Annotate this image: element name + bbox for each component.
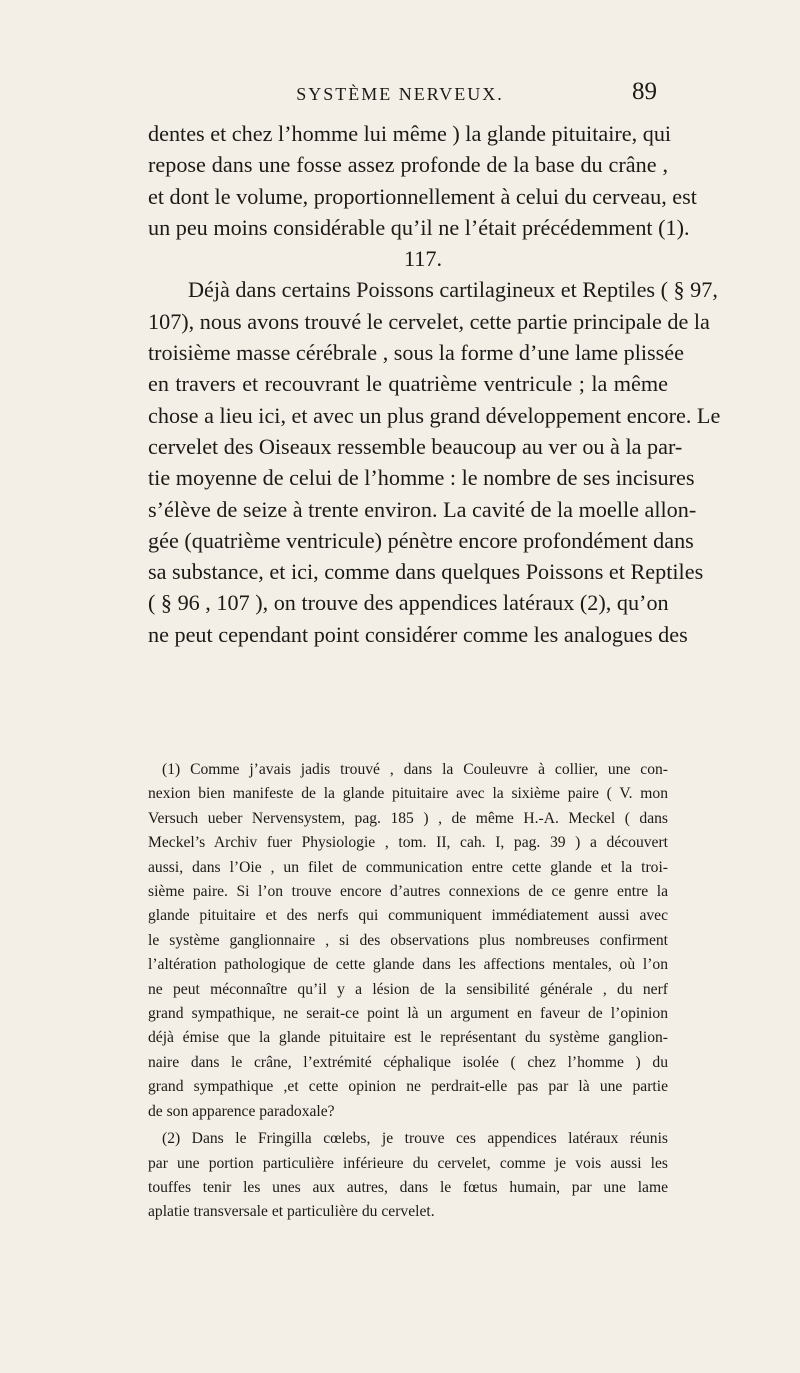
text-line: un peu moins considérable qu’il ne l’était précédemment (1). <box>148 214 690 240</box>
footnote-1-line: Meckel’s Archiv fuer Physiologie , tom. II, cah. I, pag. 39 ) a découvert <box>148 834 668 852</box>
footnote-1-line: aussi, dans l’Oie , un filet de communication entre cette glande et la troi- <box>148 858 668 876</box>
text-line: cervelet des Oiseaux ressemble beaucoup au ver ou à la par- <box>148 433 683 459</box>
text-line: repose dans une fosse assez profonde de la base du crâne , <box>148 152 668 178</box>
footnote-2-line: aplatie transversale et particulière du cervelet. <box>148 1203 435 1221</box>
page-number: 89 <box>632 78 657 105</box>
text-line: chose a lieu ici, et avec un plus grand développement encore. Le <box>148 402 721 428</box>
footnote-1-line: nexion bien manifeste de la glande pituitaire avec la sixième paire ( V. mon <box>148 785 668 803</box>
footnote-1-line: déjà émise que la glande pituitaire est le représentant du système ganglion- <box>148 1029 668 1047</box>
footnote-1-line: sième paire. Si l’on trouve encore d’autres connexions de ce genre entre la <box>148 883 668 901</box>
section-number: 117. <box>403 246 442 272</box>
main-text <box>148 118 721 650</box>
text-line: 107), nous avons trouvé le cervelet, cette partie principale de la <box>148 308 710 334</box>
footnote-1-line: (1) Comme j’avais jadis trouvé , dans la Couleuvre à collier, une con- <box>162 761 668 778</box>
footnote-2-line: par une portion particulière inférieure du cervelet, comme je vois aussi les <box>148 1154 668 1172</box>
text-line: s’élève de seize à trente environ. La cavité de la moelle allon- <box>148 496 697 522</box>
running-title: SYSTÈME NERVEUX. <box>296 84 504 104</box>
footnote-2-line: touffes tenir les unes aux autres, dans le fœtus humain, par une lame <box>148 1178 668 1196</box>
footnote-1-line: l’altération pathologique de cette glande dans les affections mentales, où l’on <box>148 956 668 974</box>
text-line: sa substance, et ici, comme dans quelques Poissons et Reptiles <box>148 559 704 585</box>
text-line: dentes et chez l’homme lui même ) la glande pituitaire, qui <box>148 121 672 146</box>
text-line: et dont le volume, proportionnellement à celui du cerveau, est <box>148 183 697 209</box>
text-line: ne peut cependant point considérer comme les analogues des <box>148 621 688 647</box>
footnote-1-line: naire dans le crâne, l’extrémité céphalique isolée ( chez l’homme ) du <box>148 1053 668 1071</box>
text-line: tie moyenne de celui de l’homme : le nombre de ses incisures <box>148 465 695 491</box>
text-line: ( § 96 , 107 ), on trouve des appendices latéraux (2), qu’on <box>148 590 669 616</box>
text-line: en travers et recouvrant le quatrième ventricule ; la même <box>148 371 668 397</box>
footnote-1-line: le système ganglionnaire , si des observations plus nombreuses confirment <box>148 931 668 949</box>
footnote-1-line: de son apparence paradoxale? <box>148 1102 335 1120</box>
footnote-1-line: ne peut méconnaître qu’il y a lésion de la sensibilité générale , du nerf <box>148 980 668 998</box>
text-line: Déjà dans certains Poissons cartilagineux et Reptiles ( § 97, <box>188 277 718 303</box>
footnote-1-line: glande pituitaire et des nerfs qui communiquent immédiatement aussi avec <box>148 907 668 925</box>
footnotes <box>148 758 668 1225</box>
text-line: troisième masse cérébrale , sous la forme d’une lame plissée <box>148 340 684 366</box>
running-head <box>0 78 800 112</box>
footnote-1-line: Versuch ueber Nervensystem, pag. 185 ) , de même H.-A. Meckel ( dans <box>148 809 668 827</box>
footnote-2-line: (2) Dans le Fringilla cœlebs, je trouve ces appendices latéraux réunis <box>162 1130 668 1148</box>
footnote-1-line: grand sympathique, ne serait-ce point là un argument en faveur de l’opinion <box>148 1005 668 1023</box>
footnote-1-line: grand sympathique ,et cette opinion ne perdrait-elle pas par là une partie <box>148 1078 668 1096</box>
text-line: gée (quatrième ventricule) pénètre encore profondément dans <box>148 527 694 553</box>
